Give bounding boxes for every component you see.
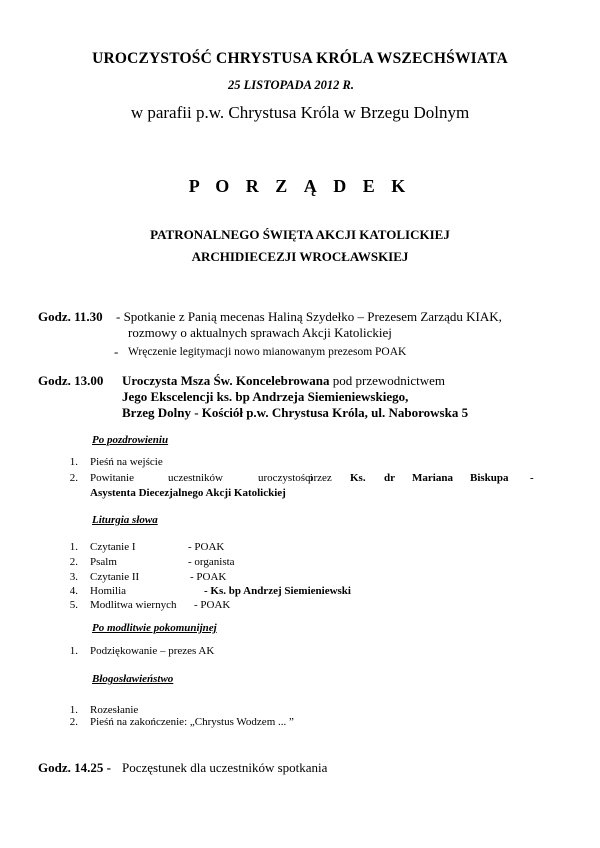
block-1300-line-2: Jego Ekscelencji ks. bp Andrzeja Siemieniewskiego, xyxy=(122,389,409,404)
parish-line: w parafii p.w. Chrystusa Króla w Brzegu Dolnym xyxy=(130,103,470,122)
list-item: 2. Powitanie uczestników uroczystości przez Ks. dr Mariana Biskupa - xyxy=(69,472,534,484)
document-title: UROCZYSTOŚĆ CHRYSTUSA KRÓLA WSZECHŚWIATA xyxy=(92,50,508,67)
list-item: 4. Homilia - Ks. bp Andrzej Siemieniewski xyxy=(69,585,351,597)
list-item: 1. Rozesłanie xyxy=(69,704,139,716)
mass-rest: pod przewodnictwem xyxy=(329,373,446,388)
document-page: UROCZYSTOŚĆ CHRYSTUSA KRÓLA WSZECHŚWIATA 25 LISTOPADA 2012 R. w parafii p.w. Chrystusa Króla w Brzegu Dolnym P O R Z Ą D E K PATRONALNEGO ŚWIĘTA AKCJI KATOLICKIEJ ARCHIDIECEZJI WROCŁAWSKIEJ Godz. 11.30 - Spotkanie z Panią mecenas Haliną Szydełko – Prezesem Zarządu KIAK, rozmowy o aktualnych sprawach Akcji Katolickiej - Wręczenie legitymacji nowo mianowanym prezesom POAK Godz. 13.00 Uroczysta Msza Św. Koncelebrowana pod przewodnictwem Jego Ekscelencji ks. bp Andrzeja Siemieniewskiego, Brzeg Dolny - Kościół p.w. Chrystusa Króla, ul. Naborowska 5 Po pozdrowieniu 1. Pieśń na wejście 2. Powitanie uczestników uroczystości przez Ks. dr Mariana Biskupa - Asystenta Diecezjalnego Akcji Katolickiej Liturgia słowa 1. Czytanie I - POAK 2. Psalm - organista 3. Czytanie II - POAK 4. Homilia - Ks. bp Andrzej Siemieniewski 5. Modlitwa wiernych - POAK Po modlitwie pokomunijnej 1. Podziękowanie – prezes AK Błogosławieństwo 1. Rozesłanie 2. Pieśń na zakończenie: „Chrystus Wodzem ... ” Godz. 14.25 - Poczęstunek dla uczestników spotkania xyxy=(0,0,600,848)
mass-title: Uroczysta Msza Św. Koncelebrowana xyxy=(122,373,330,388)
list-item: 2. Psalm - organista xyxy=(69,556,235,568)
time-1130: Godz. 11.30 xyxy=(38,309,103,324)
subheading-2: ARCHIDIECEZJI WROCŁAWSKIEJ xyxy=(191,249,409,264)
list-item: 2. Pieśń na zakończenie: „Chrystus Wodzem ... ” xyxy=(69,716,294,728)
list-item: 1. Czytanie I - POAK xyxy=(69,541,225,553)
list-item: 1. Podziękowanie – prezes AK xyxy=(69,645,215,657)
heading-blogoslawienstwo: Błogosławieństwo xyxy=(92,673,174,685)
list-item-continuation: Asystenta Diecezjalnego Akcji Katolickiej xyxy=(90,487,286,499)
block-1130-line-2: rozmowy o aktualnych sprawach Akcji Katolickiej xyxy=(128,325,392,340)
event-date: 25 LISTOPADA 2012 R. xyxy=(228,78,354,92)
block-1130-line-3: Wręczenie legitymacji nowo mianowanym prezesom POAK xyxy=(128,346,407,358)
porzadek-heading: P O R Z Ą D E K xyxy=(188,176,412,196)
block-1300-line-3: Brzeg Dolny - Kościół p.w. Chrystusa Króla, ul. Naborowska 5 xyxy=(122,405,469,420)
heading-po-pozdrowieniu: Po pozdrowieniu xyxy=(92,434,169,446)
list-item: 3. Czytanie II - POAK xyxy=(69,571,227,583)
time-1300: Godz. 13.00 xyxy=(38,373,104,388)
block-1300-line-1 xyxy=(122,373,445,389)
list-item: 5. Modlitwa wiernych - POAK xyxy=(69,599,231,611)
time-1425: Godz. 14.25 - xyxy=(38,760,111,775)
block-1130-dash: - xyxy=(114,344,119,359)
heading-po-modlitwie: Po modlitwie pokomunijnej xyxy=(92,622,217,634)
subheading-1: PATRONALNEGO ŚWIĘTA AKCJI KATOLICKIEJ xyxy=(150,227,450,242)
block-1425-text: Poczęstunek dla uczestników spotkania xyxy=(122,760,328,775)
block-1130-line-1: - Spotkanie z Panią mecenas Haliną Szydełko – Prezesem Zarządu KIAK, xyxy=(116,309,502,324)
heading-liturgia-slowa: Liturgia słowa xyxy=(92,514,158,526)
